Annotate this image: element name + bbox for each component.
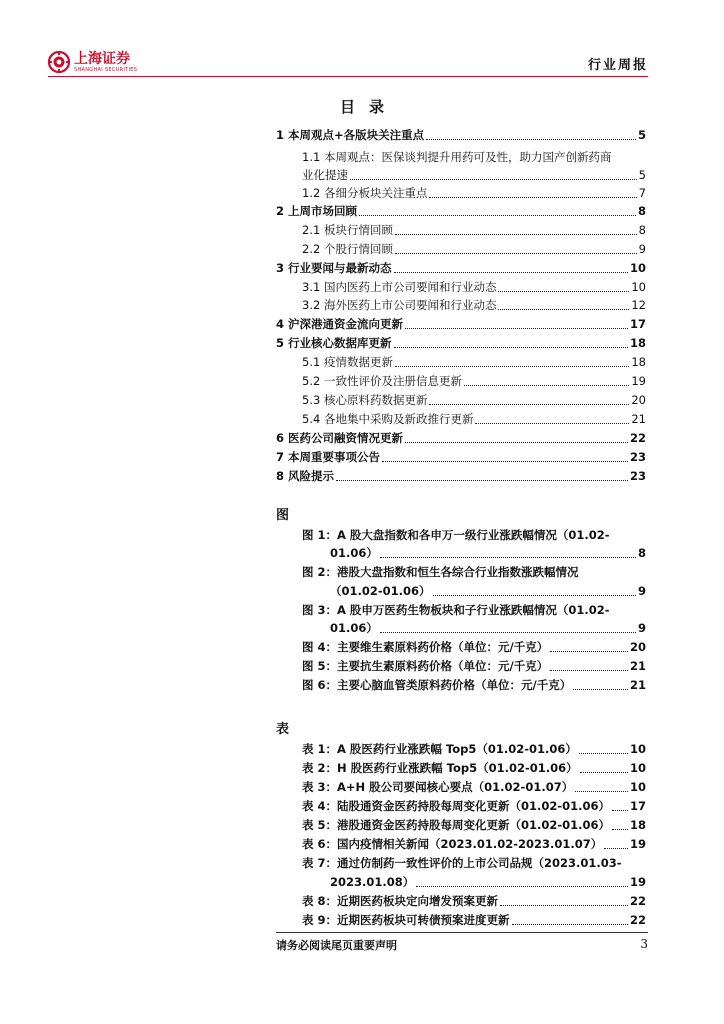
entry-label: 3 行业要闻与最新动态 (276, 261, 392, 275)
footer-divider (276, 932, 648, 933)
disclaimer-note: 请务必阅读尾页重要声明 (276, 939, 397, 952)
toc-entry[interactable] (302, 186, 646, 201)
entry-label: 表 1：A 股医药行业涨跌幅 Top5（01.02-01.06） (302, 742, 577, 756)
toc-entry-line[interactable] (302, 528, 646, 543)
toc-entry[interactable] (276, 336, 646, 351)
toc-entry[interactable] (302, 168, 646, 183)
dot-leader (550, 651, 628, 652)
dot-leader (395, 253, 637, 254)
entry-label: 表 6：国内疫情相关新闻（2023.01.02-2023.01.07） (302, 837, 603, 851)
dot-leader (612, 829, 628, 830)
report-type: 行业周报 (587, 58, 648, 73)
entry-label: 图 4：主要维生素原料药价格（单位：元/千克） (302, 640, 549, 654)
dot-leader (498, 291, 629, 292)
dot-leader (575, 791, 628, 792)
tables-heading: 表 (276, 722, 290, 737)
toc-entry[interactable] (276, 128, 646, 143)
dot-leader (382, 461, 628, 462)
toc-title: 目录 (339, 98, 398, 116)
entry-page-number: 10 (629, 761, 646, 775)
dot-leader (359, 215, 636, 216)
entry-label-line1: 图 1：A 股大盘指数和各申万一级行业涨跌幅情况（01.02- (302, 528, 610, 542)
dot-leader (573, 689, 628, 690)
entry-label: 5.2 一致性评价及注册信息更新 (302, 374, 462, 388)
toc-entry[interactable] (302, 640, 646, 655)
toc-entry[interactable] (302, 837, 646, 852)
entry-label: 1.2 各细分板块关注重点 (302, 186, 428, 200)
entry-label: 2.2 个股行情回顾 (302, 242, 393, 256)
toc-entry[interactable] (302, 242, 646, 257)
logo-chinese-name: 上海证券 (74, 50, 130, 67)
entry-page-number: 19 (629, 837, 646, 851)
entry-page-number: 23 (629, 450, 646, 464)
dot-leader (500, 905, 628, 906)
entry-page-number: 9 (638, 242, 646, 256)
entry-page-number: 18 (631, 355, 646, 369)
dot-leader (604, 848, 628, 849)
entry-page-number: 21 (631, 412, 646, 426)
entry-label: 图 5：主要抗生素原料药价格（单位：元/千克） (302, 659, 549, 673)
dot-leader (395, 234, 637, 235)
entry-label: 业化提速 (302, 168, 348, 182)
entry-page-number: 20 (629, 640, 646, 654)
dot-leader (475, 423, 629, 424)
entry-page-number: 8 (638, 223, 646, 237)
entry-label: 4 沪深港通资金流向更新 (276, 317, 404, 331)
toc-entry[interactable] (276, 261, 646, 276)
dot-leader (550, 670, 628, 671)
toc-entry[interactable] (302, 223, 646, 238)
dot-leader (405, 328, 628, 329)
entry-label: 表 3：A+H 股公司要闻核心要点（01.02-01.07） (302, 780, 574, 794)
entry-page-number: 10 (629, 780, 646, 794)
entry-page-number: 23 (629, 469, 646, 483)
entry-page-number: 12 (631, 298, 646, 312)
toc-entry[interactable] (302, 412, 646, 427)
toc-entry[interactable] (302, 678, 646, 693)
toc-entry[interactable] (302, 374, 646, 389)
entry-label: 5.3 核心原料药数据更新 (302, 393, 428, 407)
entry-page-number: 19 (631, 374, 646, 388)
entry-label-line1: 表 7：通过仿制药一致性评价的上市公司品规（2023.01.03- (302, 856, 622, 870)
dot-leader (429, 197, 636, 198)
entry-label: 3.1 国内医药上市公司要闻和行业动态 (302, 280, 497, 294)
entry-label: 8 风险提示 (276, 469, 335, 483)
entry-label: 2.1 板块行情回顾 (302, 223, 393, 237)
toc-entry-line[interactable] (302, 856, 646, 871)
toc-entry[interactable] (302, 913, 646, 928)
entry-page-number: 20 (631, 393, 646, 407)
toc-entry[interactable] (302, 280, 646, 295)
toc-entry[interactable] (330, 621, 646, 636)
entry-label: 图 6：主要心脑血管类原料药价格（单位：元/千克） (302, 678, 572, 692)
entry-label: 1 本周观点+各版块关注重点 (276, 128, 425, 142)
toc-entry[interactable] (276, 431, 646, 446)
entry-label: 5.4 各地集中采购及新政推行更新 (302, 412, 474, 426)
toc-entry[interactable] (330, 546, 646, 561)
toc-entry[interactable] (330, 875, 646, 890)
entry-page-number: 21 (629, 678, 646, 692)
dot-leader (405, 442, 628, 443)
dot-leader (612, 810, 628, 811)
dot-leader (512, 924, 628, 925)
dot-leader (394, 347, 628, 348)
dot-leader (580, 772, 628, 773)
entry-page-number: 8 (637, 546, 646, 560)
toc-entry[interactable] (302, 393, 646, 408)
toc-entry-line[interactable] (302, 150, 646, 165)
dot-leader (394, 272, 628, 273)
dot-leader (426, 139, 636, 140)
entry-label: 5.1 疫情数据更新 (302, 355, 393, 369)
dot-leader (336, 480, 628, 481)
entry-page-number: 22 (629, 431, 646, 445)
company-logo (48, 51, 137, 73)
entry-label-line1: 图 3：A 股申万医药生物板块和子行业涨跌幅情况（01.02- (302, 603, 610, 617)
entry-page-number: 5 (638, 168, 646, 182)
dot-leader (579, 753, 628, 754)
entry-page-number: 10 (629, 742, 646, 756)
entry-page-number: 5 (637, 128, 646, 142)
entry-page-number: 18 (629, 818, 646, 832)
dot-leader (416, 886, 628, 887)
dot-leader (380, 632, 636, 633)
dot-leader (498, 309, 629, 310)
toc-entry[interactable] (302, 894, 646, 909)
toc-entry[interactable] (302, 298, 646, 313)
toc-entry-line[interactable] (302, 565, 646, 580)
entry-label: 表 2：H 股医药行业涨跌幅 Top5（01.02-01.06） (302, 761, 578, 775)
entry-page-number: 19 (629, 875, 646, 889)
entry-label-line1: 1.1 本周观点：医保谈判提升用药可及性，助力国产创新药商 (302, 150, 612, 164)
entry-label: 7 本周重要事项公告 (276, 450, 381, 464)
entry-label: 表 5：港股通资金医药持股每周变化更新（01.02-01.06） (302, 818, 611, 832)
entry-page-number: 22 (629, 894, 646, 908)
dot-leader (433, 595, 636, 596)
entry-page-number: 8 (637, 204, 646, 218)
entry-label: 表 4：陆股通资金医药持股每周变化更新（01.02-01.06） (302, 799, 611, 813)
entry-label: 01.06） (330, 546, 378, 560)
dot-leader (395, 366, 629, 367)
entry-page-number: 17 (629, 799, 646, 813)
entry-label: 01.06） (330, 621, 378, 635)
dot-leader (429, 404, 629, 405)
dot-leader (464, 385, 629, 386)
entry-label: 6 医药公司融资情况更新 (276, 431, 404, 445)
entry-page-number: 9 (637, 621, 646, 635)
toc-entry-line[interactable] (302, 603, 646, 618)
toc-entry[interactable] (330, 584, 646, 599)
logo-icon (48, 51, 70, 73)
entry-label-line1: 图 2：港股大盘指数和恒生各综合行业指数涨跌幅情况 (302, 565, 579, 579)
toc-entry[interactable] (302, 799, 646, 814)
entry-label: 2023.01.08） (330, 875, 415, 889)
dot-leader (350, 179, 637, 180)
entry-page-number: 10 (629, 261, 646, 275)
toc-entry[interactable] (302, 659, 646, 674)
entry-page-number: 9 (637, 584, 646, 598)
toc-entry[interactable] (302, 355, 646, 370)
entry-label: 表 9：近期医药板块可转债预案进度更新 (302, 913, 510, 927)
entry-page-number: 10 (631, 280, 646, 294)
entry-page-number: 22 (629, 913, 646, 927)
entry-label: （01.02-01.06） (330, 584, 431, 598)
figures-heading: 图 (276, 508, 290, 523)
entry-page-number: 7 (638, 186, 646, 200)
toc-entry[interactable] (276, 450, 646, 465)
toc-entry[interactable] (302, 742, 646, 757)
entry-page-number: 18 (629, 336, 646, 350)
page-header (48, 48, 648, 76)
logo-english-name: SHANGHAI SECURITIES (74, 66, 138, 73)
entry-label: 表 8：近期医药板块定向增发预案更新 (302, 894, 499, 908)
toc-entry[interactable] (302, 780, 646, 795)
entry-page-number: 21 (629, 659, 646, 673)
header-divider (48, 76, 648, 77)
toc-entry[interactable] (276, 317, 646, 332)
entry-label: 3.2 海外医药上市公司要闻和行业动态 (302, 298, 497, 312)
toc-entry[interactable] (302, 818, 646, 833)
entry-label: 5 行业核心数据库更新 (276, 336, 392, 350)
entry-page-number: 17 (629, 317, 646, 331)
toc-entry[interactable] (276, 204, 646, 219)
page-number: 3 (640, 937, 648, 951)
dot-leader (380, 557, 636, 558)
toc-entry[interactable] (302, 761, 646, 776)
toc-entry[interactable] (276, 469, 646, 484)
entry-label: 2 上周市场回顾 (276, 204, 358, 218)
